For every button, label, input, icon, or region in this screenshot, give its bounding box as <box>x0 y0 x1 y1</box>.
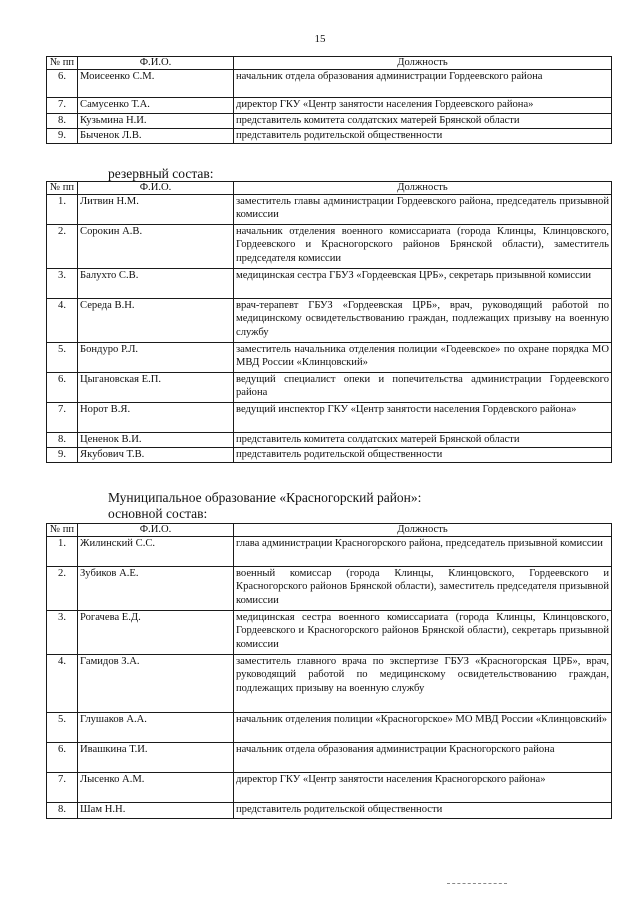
row-name: Глушаков А.А. <box>78 713 234 743</box>
row-position: начальник отдела образования администрации Гордеевского района <box>234 70 612 98</box>
table-header <box>47 182 612 195</box>
header-num: № пп <box>47 524 78 537</box>
table-row <box>47 773 612 803</box>
table-row <box>47 129 612 144</box>
row-name: Жилинский С.С. <box>78 537 234 567</box>
row-num: 1. <box>47 195 78 225</box>
row-num: 4. <box>47 655 78 713</box>
row-position: врач-терапевт ГБУЗ «Гордеевская ЦРБ», врач, руководящий работой по медицинскому освидетельствованию граждан, подлежащих призыву на военную службу <box>234 299 612 343</box>
row-name: Сорокин А.В. <box>78 225 234 269</box>
table-row <box>47 611 612 655</box>
row-position: директор ГКУ «Центр занятости населения Гордеевского района» <box>234 98 612 114</box>
reserve-table <box>46 181 612 463</box>
table-row <box>47 343 612 373</box>
table-header <box>47 57 612 70</box>
row-name: Балухто С.В. <box>78 269 234 299</box>
table-header <box>47 524 612 537</box>
row-position: начальник отдела образования администрации Красногорского района <box>234 743 612 773</box>
header-num: № пп <box>47 57 78 70</box>
row-position: представитель комитета солдатских матерей Брянской области <box>234 114 612 129</box>
row-position: ведущий инспектор ГКУ «Центр занятости населения Гордевского района» <box>234 403 612 433</box>
row-position: ведущий специалист опеки и попечительства администрации Гордеевского района <box>234 373 612 403</box>
page-number: 15 <box>314 33 326 45</box>
row-name: Литвин Н.М. <box>78 195 234 225</box>
header-name: Ф.И.О. <box>78 182 234 195</box>
row-num: 2. <box>47 225 78 269</box>
header-position: Должность <box>234 182 612 195</box>
table-row <box>47 567 612 611</box>
row-num: 7. <box>47 403 78 433</box>
header-name: Ф.И.О. <box>78 524 234 537</box>
row-num: 5. <box>47 343 78 373</box>
row-name: Ивашкина Т.И. <box>78 743 234 773</box>
row-position: медицинская сестра ГБУЗ «Гордеевская ЦРБ», секретарь призывной комиссии <box>234 269 612 299</box>
row-position: глава администрации Красногорского района, председатель призывной комиссии <box>234 537 612 567</box>
table-row <box>47 70 612 98</box>
row-num: 8. <box>47 433 78 448</box>
table-row <box>47 537 612 567</box>
main-composition-heading: основной состав: <box>108 506 208 521</box>
row-name: Норот В.Я. <box>78 403 234 433</box>
row-position: начальник отделения военного комиссариата (города Клинцы, Клинцовского, Гордеевского и Красногорского районов Брянской области), заместитель председателя комиссии <box>234 225 612 269</box>
table-row <box>47 225 612 269</box>
header-name: Ф.И.О. <box>78 57 234 70</box>
row-num: 4. <box>47 299 78 343</box>
row-num: 9. <box>47 448 78 463</box>
table-row <box>47 743 612 773</box>
row-name: Якубович Т.В. <box>78 448 234 463</box>
row-name: Лысенко А.М. <box>78 773 234 803</box>
commission-table-continued <box>46 56 612 144</box>
table-row <box>47 114 612 129</box>
row-num: 5. <box>47 713 78 743</box>
table-row <box>47 448 612 463</box>
row-position: заместитель главного врача по экспертизе ГБУЗ «Красногорская ЦРБ», врач, руководящий работой по медицинскому освидетельствованию граждан, подлежащих призыву на военную службу <box>234 655 612 713</box>
table-row <box>47 403 612 433</box>
table-row <box>47 803 612 819</box>
row-num: 3. <box>47 611 78 655</box>
municipality-heading: Муниципальное образование «Красногорский район»: <box>108 490 422 505</box>
row-num: 1. <box>47 537 78 567</box>
table-row <box>47 433 612 448</box>
row-name: Гамидов З.А. <box>78 655 234 713</box>
header-num: № пп <box>47 182 78 195</box>
row-num: 8. <box>47 114 78 129</box>
reserve-heading: резервный состав: <box>108 166 214 181</box>
table-row <box>47 269 612 299</box>
row-name: Цыгановская Е.П. <box>78 373 234 403</box>
row-name: Рогачева Е.Д. <box>78 611 234 655</box>
row-name: Кузьмина Н.И. <box>78 114 234 129</box>
row-num: 6. <box>47 743 78 773</box>
table-row <box>47 373 612 403</box>
row-position: директор ГКУ «Центр занятости населения Красногорского района» <box>234 773 612 803</box>
header-position: Должность <box>234 524 612 537</box>
row-num: 3. <box>47 269 78 299</box>
row-name: Бондуро Р.Л. <box>78 343 234 373</box>
row-position: военный комиссар (города Клинцы, Клинцовского, Гордеевского и Красногорского районов Брянской области), заместитель председателя призывной комиссии <box>234 567 612 611</box>
row-position: представитель родительской общественности <box>234 803 612 819</box>
row-position: заместитель главы администрации Гордеевского района, председатель призывной комиссии <box>234 195 612 225</box>
row-num: 2. <box>47 567 78 611</box>
row-name: Зубиков А.Е. <box>78 567 234 611</box>
table-row <box>47 655 612 713</box>
row-name: Середа В.Н. <box>78 299 234 343</box>
row-num: 8. <box>47 803 78 819</box>
row-num: 6. <box>47 373 78 403</box>
row-position: заместитель начальника отделения полиции «Годеевское» по охране порядка МО МВД России «Клинцовский» <box>234 343 612 373</box>
row-name: Быченок Л.В. <box>78 129 234 144</box>
scan-mark-divider <box>447 883 507 884</box>
row-name: Шам Н.Н. <box>78 803 234 819</box>
row-position: представитель комитета солдатских матерей Брянской области <box>234 433 612 448</box>
row-position: медицинская сестра военного комиссариата (города Клинцы, Клинцовского, Гордеевского и Красногорского районов Брянской области), секретарь призывной комиссии <box>234 611 612 655</box>
row-name: Цененок В.И. <box>78 433 234 448</box>
header-position: Должность <box>234 57 612 70</box>
row-num: 7. <box>47 773 78 803</box>
row-name: Моисеенко С.М. <box>78 70 234 98</box>
table-row <box>47 195 612 225</box>
row-position: представитель родительской общественности <box>234 129 612 144</box>
table-row <box>47 98 612 114</box>
row-position: представитель родительской общественности <box>234 448 612 463</box>
row-num: 7. <box>47 98 78 114</box>
row-num: 6. <box>47 70 78 98</box>
table-row <box>47 299 612 343</box>
row-position: начальник отделения полиции «Красногорское» МО МВД России «Клинцовский» <box>234 713 612 743</box>
row-name: Самусенко Т.А. <box>78 98 234 114</box>
krasnogorsky-table <box>46 523 612 819</box>
row-num: 9. <box>47 129 78 144</box>
table-row <box>47 713 612 743</box>
